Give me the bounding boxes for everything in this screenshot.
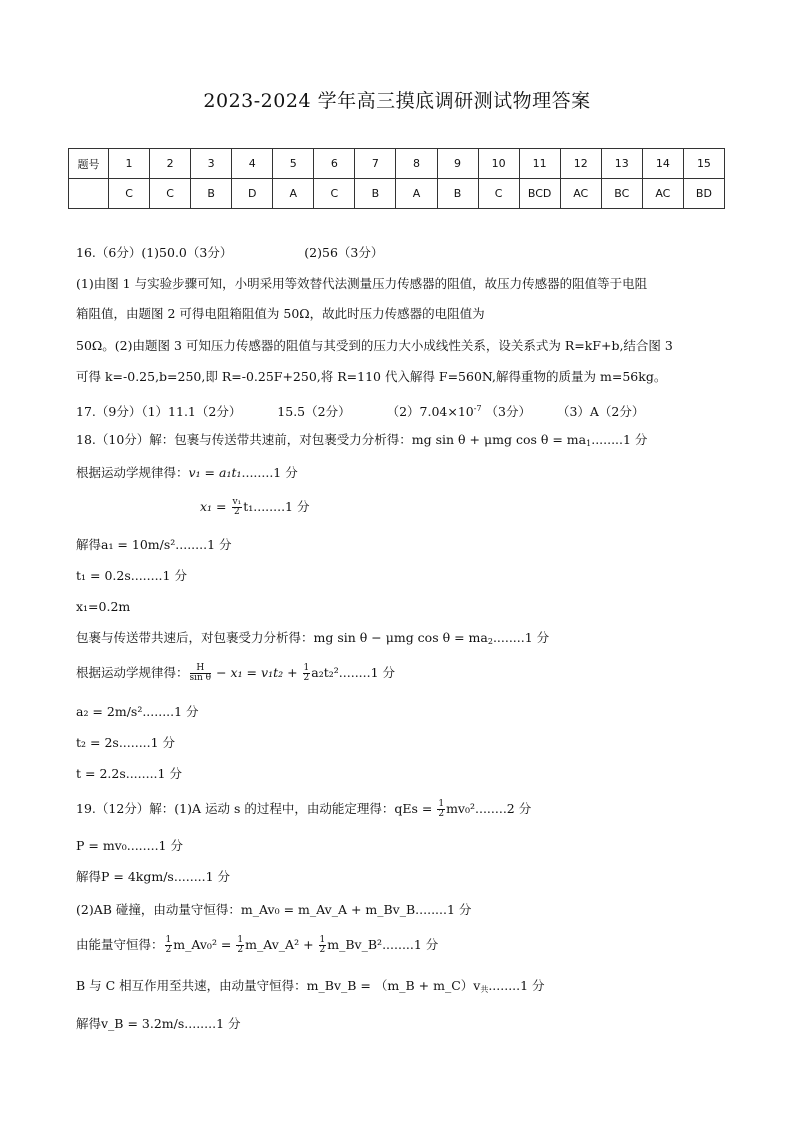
fraction: $\frac{1}{2}$ bbox=[237, 935, 244, 955]
table-cell-answer: C bbox=[109, 179, 150, 209]
q18-line-2: 根据运动学规律得：v₁ = a₁t₁........1 分 bbox=[76, 465, 298, 480]
q16-para-4: 可得 k=-0.25,b=250,即 R=-0.25F+250,将 R=110 代入解得 F=560N,解得重物的质量为 m=56kg。 bbox=[76, 369, 667, 384]
q16-para-2: 箱阻值，由题图 2 可得电阻箱阻值为 50Ω，故此时压力传感器的电阻值为 bbox=[76, 306, 485, 321]
table-cell-number: 12 bbox=[560, 149, 601, 179]
table-cell-number: 6 bbox=[314, 149, 355, 179]
q18-line-7: 包裹与传送带共速后，对包裹受力分析得：mg sin θ − μmg $\cos \theta = ma_2........1$ 分 bbox=[76, 630, 550, 646]
q19-line-7: 解得v_B = 3.2m/s........1 分 bbox=[76, 1016, 241, 1031]
q18-line-10: t₂ = 2s........1 分 bbox=[76, 735, 176, 750]
q17-part3: $(2)7.04\times 10^{-7}$ （3分） bbox=[386, 404, 531, 419]
table-cell-answer: AC bbox=[560, 179, 601, 209]
q18-line-1: 18.（10分）解：包裹与传送带共速前，对包裹受力分析得：mg sin θ + μmg $\cos \theta = ma_1........1$ 分 bbox=[76, 432, 648, 448]
q17-line bbox=[76, 401, 644, 420]
table-cell-number: 2 bbox=[150, 149, 191, 179]
q18-line-5: t₁ = 0.2s........1 分 bbox=[76, 568, 187, 583]
fraction: $\frac{\text{v₁}}{2}$ bbox=[232, 497, 242, 517]
table-cell-answer: C bbox=[314, 179, 355, 209]
fraction: $\frac{1}{2}$ bbox=[438, 799, 445, 819]
q16-heading bbox=[76, 245, 383, 261]
q19-line-1: 19.（12分）解：(1)A 运动 s 的过程中，由动能定理得：qEs = $\frac{1}{2}$ mv₀²........2 分 bbox=[76, 799, 532, 819]
table-cell-answer: BCD bbox=[519, 179, 560, 209]
table-cell-number: 4 bbox=[232, 149, 273, 179]
fraction: $\frac{1}{2}$ bbox=[165, 935, 172, 955]
table-header-empty bbox=[69, 179, 109, 209]
table-cell-number: 8 bbox=[396, 149, 437, 179]
table-cell-answer: BC bbox=[601, 179, 642, 209]
q19-line-6: B 与 C 相互作用至共速，由动量守恒得：m_Bv_B = （m_B + $m\_C)v_共........1$ 分 bbox=[76, 978, 545, 994]
table-cell-answer: C bbox=[478, 179, 519, 209]
table-cell-number: 5 bbox=[273, 149, 314, 179]
q16-para-1: (1)由图 1 与实验步骤可知，小明采用等效替代法测量压力传感器的阻值，故压力传感器的阻值等于电阻 bbox=[76, 276, 648, 291]
q18-line-4: 解得a₁ = 10m/s²........1 分 bbox=[76, 537, 232, 552]
table-row-answers bbox=[69, 179, 725, 209]
table-cell-answer: A bbox=[396, 179, 437, 209]
table-cell-number: 3 bbox=[191, 149, 232, 179]
q19-line-3: 解得P = 4kgm/s........1 分 bbox=[76, 869, 231, 884]
table-row-numbers bbox=[69, 149, 725, 179]
table-cell-number: 1 bbox=[109, 149, 150, 179]
q18-line-11: t = 2.2s........1 分 bbox=[76, 766, 182, 781]
table-cell-answer: D bbox=[232, 179, 273, 209]
q19-line-2: P = mv₀........1 分 bbox=[76, 838, 183, 853]
table-cell-answer: B bbox=[191, 179, 232, 209]
q19-line-5: 由能量守恒得： $\frac{1}{2}$ m_Av₀² = $\frac{1}{2}$ m_Av_A² + $\frac{1}{2}$ m_Bv_B²........1 分 bbox=[76, 935, 439, 955]
table-cell-answer: A bbox=[273, 179, 314, 209]
table-cell-number: 14 bbox=[642, 149, 683, 179]
q17-part2: 15.5（2分） bbox=[277, 404, 351, 419]
q19-line-4: (2)AB 碰撞，由动量守恒得：m_Av₀ = m_Av_A + m_Bv_B........1 分 bbox=[76, 902, 472, 917]
q18-line-9: a₂ = 2m/s²........1 分 bbox=[76, 704, 199, 719]
q16-part2: (2)56（3分） bbox=[304, 245, 384, 260]
table-header-label: 题号 bbox=[69, 149, 109, 179]
table-cell-number: 9 bbox=[437, 149, 478, 179]
answer-table bbox=[68, 148, 725, 209]
q18-line-8: 根据运动学规律得： $\frac{H}{\text{sin θ}}$ − x₁ = v₁t₂ + $\frac{1}{2}$ a₂t₂²........1 分 bbox=[76, 663, 396, 683]
q16-part1: 16.（6分）(1)50.0（3分） bbox=[76, 245, 233, 260]
table-cell-number: 7 bbox=[355, 149, 396, 179]
q18-line-6: x₁=0.2m bbox=[76, 599, 131, 614]
table-cell-answer: B bbox=[437, 179, 478, 209]
q17-part4: （3）A（2分） bbox=[556, 404, 645, 419]
table-cell-number: 15 bbox=[683, 149, 724, 179]
fraction: $\frac{1}{2}$ bbox=[303, 663, 310, 683]
table-cell-answer: B bbox=[355, 179, 396, 209]
q17-part1: 17.（9分）（1）11.1（2分） bbox=[76, 404, 242, 419]
table-cell-number: 13 bbox=[601, 149, 642, 179]
table-cell-number: 10 bbox=[478, 149, 519, 179]
fraction: $\frac{H}{\text{sin θ}}$ bbox=[189, 663, 212, 683]
table-cell-answer: AC bbox=[642, 179, 683, 209]
table-cell-number: 11 bbox=[519, 149, 560, 179]
q16-para-3: 50Ω。(2)由题图 3 可知压力传感器的阻值与其受到的压力大小成线性关系，设关系式为 R=kF+b,结合图 3 bbox=[76, 338, 673, 353]
table-cell-answer: BD bbox=[683, 179, 724, 209]
q18-line-3: x₁ = $\frac{\text{v₁}}{2}$ t₁........1 分 bbox=[200, 497, 310, 517]
fraction: $\frac{1}{2}$ bbox=[319, 935, 326, 955]
table-cell-answer: C bbox=[150, 179, 191, 209]
page-title: 2023-2024 学年高三摸底调研测试物理答案 bbox=[203, 90, 591, 112]
